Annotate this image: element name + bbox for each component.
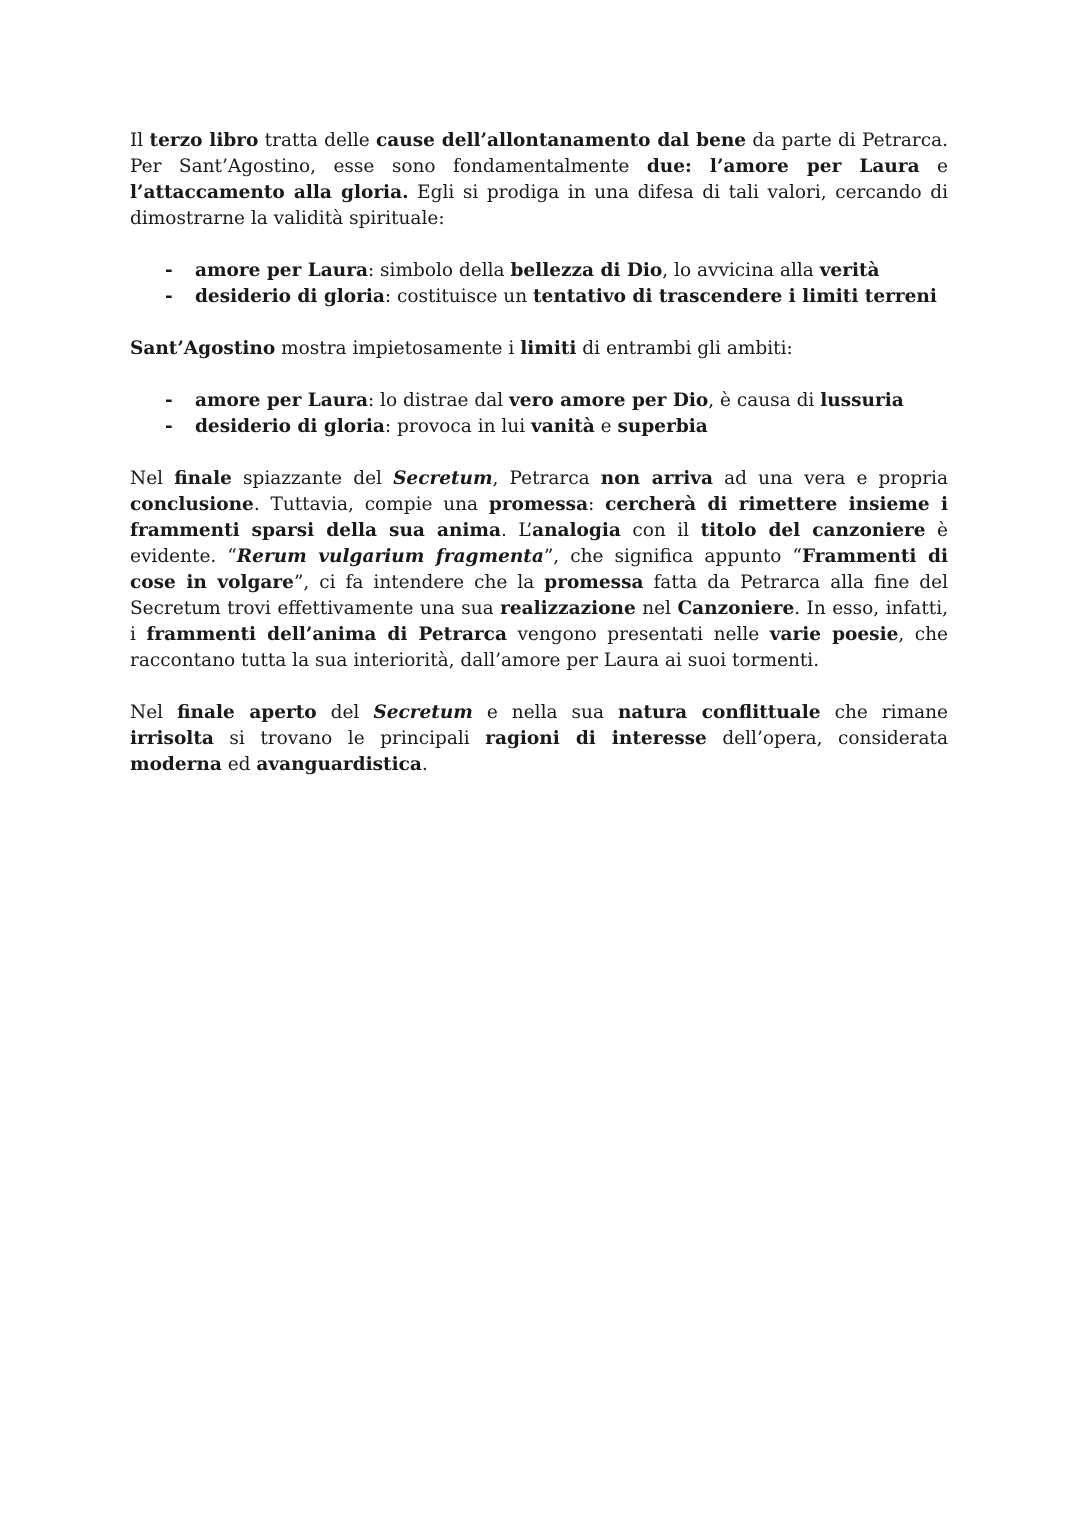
paragraph-finale-aperto bbox=[130, 700, 948, 778]
emphasis-text: due: l’amore per Laura bbox=[646, 156, 920, 177]
emphasis-text: non arriva bbox=[600, 468, 713, 489]
emphasis-text: limiti bbox=[520, 338, 577, 359]
text-run: , che raccontano tutta la sua interiorità, dall’amore per Laura ai suoi tormenti. bbox=[130, 624, 948, 671]
text-run: , Petrarca bbox=[492, 468, 601, 489]
text-run: Nel bbox=[130, 702, 178, 723]
emphasis-text: vero amore per Dio bbox=[509, 390, 709, 411]
list-difesa-valori bbox=[130, 258, 948, 310]
emphasis-text: Rerum vulgarium fragmenta bbox=[236, 546, 544, 567]
text-run: tratta delle bbox=[258, 130, 377, 151]
text-run: . bbox=[421, 754, 428, 775]
list-item bbox=[195, 388, 948, 414]
text-run: : costituisce un bbox=[384, 286, 534, 307]
emphasis-text: Canzoniere bbox=[677, 598, 795, 619]
text-run: : simbolo della bbox=[367, 260, 511, 281]
list-item bbox=[195, 284, 948, 310]
emphasis-text: realizzazione bbox=[500, 598, 636, 619]
text-run: con il bbox=[620, 520, 701, 541]
emphasis-text: bellezza di Dio bbox=[510, 260, 663, 281]
emphasis-text: conclusione bbox=[130, 494, 254, 515]
paragraph-spacer bbox=[130, 232, 948, 258]
emphasis-text: cause dell’allontanamento dal bene bbox=[376, 130, 747, 151]
emphasis-text: amore per Laura bbox=[195, 390, 368, 411]
text-run: nel bbox=[635, 598, 678, 619]
emphasis-text: finale bbox=[174, 468, 232, 489]
text-run: fatta da Petrarca alla fine del Secretum trovi effettivamente una sua bbox=[130, 572, 948, 619]
emphasis-text: promessa bbox=[544, 572, 644, 593]
emphasis-text: varie poesie bbox=[769, 624, 899, 645]
text-run: dell’opera, considerata bbox=[706, 728, 948, 749]
emphasis-text: amore per Laura bbox=[195, 260, 368, 281]
emphasis-text: desiderio di gloria bbox=[195, 416, 385, 437]
paragraph-terzo-libro bbox=[130, 128, 948, 232]
text-run: che rimane bbox=[820, 702, 949, 723]
emphasis-text: finale aperto bbox=[177, 702, 317, 723]
text-run: e bbox=[919, 156, 949, 177]
emphasis-text: Secretum bbox=[393, 468, 493, 489]
list-limiti bbox=[130, 388, 948, 440]
list-item bbox=[195, 258, 948, 284]
emphasis-text: natura conflittuale bbox=[617, 702, 821, 723]
text-run: e bbox=[594, 416, 618, 437]
paragraph-finale-spiazzante bbox=[130, 466, 948, 674]
paragraph-spacer bbox=[130, 362, 948, 388]
list-item bbox=[195, 414, 948, 440]
text-run: : bbox=[588, 494, 606, 515]
text-run: , è causa di bbox=[708, 390, 821, 411]
emphasis-text: titolo del canzoniere bbox=[700, 520, 926, 541]
text-run: : lo distrae dal bbox=[367, 390, 510, 411]
emphasis-text: ragioni di interesse bbox=[485, 728, 707, 749]
emphasis-text: Secretum bbox=[373, 702, 473, 723]
emphasis-text: lussuria bbox=[820, 390, 904, 411]
emphasis-text: promessa bbox=[488, 494, 589, 515]
text-run: si trovano le principali bbox=[213, 728, 486, 749]
emphasis-text: avanguardistica bbox=[256, 754, 422, 775]
text-run: e nella sua bbox=[472, 702, 618, 723]
text-run: ed bbox=[221, 754, 257, 775]
text-run: Egli si prodiga in una difesa di tali valori, cercando di dimostrarne la validità spirituale: bbox=[130, 182, 949, 229]
emphasis-text: irrisolta bbox=[130, 728, 214, 749]
text-run: , lo avvicina alla bbox=[662, 260, 820, 281]
text-run: . Tuttavia, compie una bbox=[253, 494, 489, 515]
text-run: Il bbox=[130, 130, 150, 151]
text-run: di entrambi gli ambiti: bbox=[576, 338, 793, 359]
emphasis-text: moderna bbox=[130, 754, 222, 775]
text-run: è evidente. “ bbox=[130, 520, 948, 567]
text-run: ad una vera e propria bbox=[712, 468, 949, 489]
text-run: : provoca in lui bbox=[384, 416, 532, 437]
emphasis-text: frammenti dell’anima di Petrarca bbox=[146, 624, 507, 645]
text-run: . In esso, infatti, i bbox=[130, 598, 948, 645]
text-run: spiazzante del bbox=[231, 468, 394, 489]
emphasis-text: tentativo di trascendere i limiti terreni bbox=[533, 286, 937, 307]
paragraph-spacer bbox=[130, 440, 948, 466]
text-run: del bbox=[316, 702, 374, 723]
emphasis-text: superbia bbox=[617, 416, 708, 437]
text-run: da parte di Petrarca. Per Sant’Agostino, esse sono fondamentalmente bbox=[130, 130, 948, 177]
emphasis-text: analogia bbox=[532, 520, 621, 541]
emphasis-text: Sant’Agostino bbox=[130, 338, 276, 359]
text-run: mostra impietosamente i bbox=[275, 338, 521, 359]
emphasis-text: cercherà di rimettere insieme i frammenti sparsi della sua anima bbox=[130, 494, 948, 541]
emphasis-text: Frammenti di cose in volgare bbox=[130, 546, 948, 593]
text-run: Nel bbox=[130, 468, 175, 489]
text-run: vengono presentati nelle bbox=[506, 624, 770, 645]
emphasis-text: vanità bbox=[531, 416, 595, 437]
text-run: ”, ci fa intendere che la bbox=[293, 572, 545, 593]
text-run: ”, che significa appunto “ bbox=[543, 546, 802, 567]
document-body bbox=[130, 128, 948, 778]
paragraph-spacer bbox=[130, 310, 948, 336]
emphasis-text: l’attaccamento alla gloria. bbox=[130, 182, 409, 203]
paragraph-sant-agostino bbox=[130, 336, 948, 362]
emphasis-text: desiderio di gloria bbox=[195, 286, 385, 307]
paragraph-spacer bbox=[130, 674, 948, 700]
emphasis-text: terzo libro bbox=[149, 130, 259, 151]
text-run: . L’ bbox=[501, 520, 533, 541]
emphasis-text: verità bbox=[819, 260, 880, 281]
